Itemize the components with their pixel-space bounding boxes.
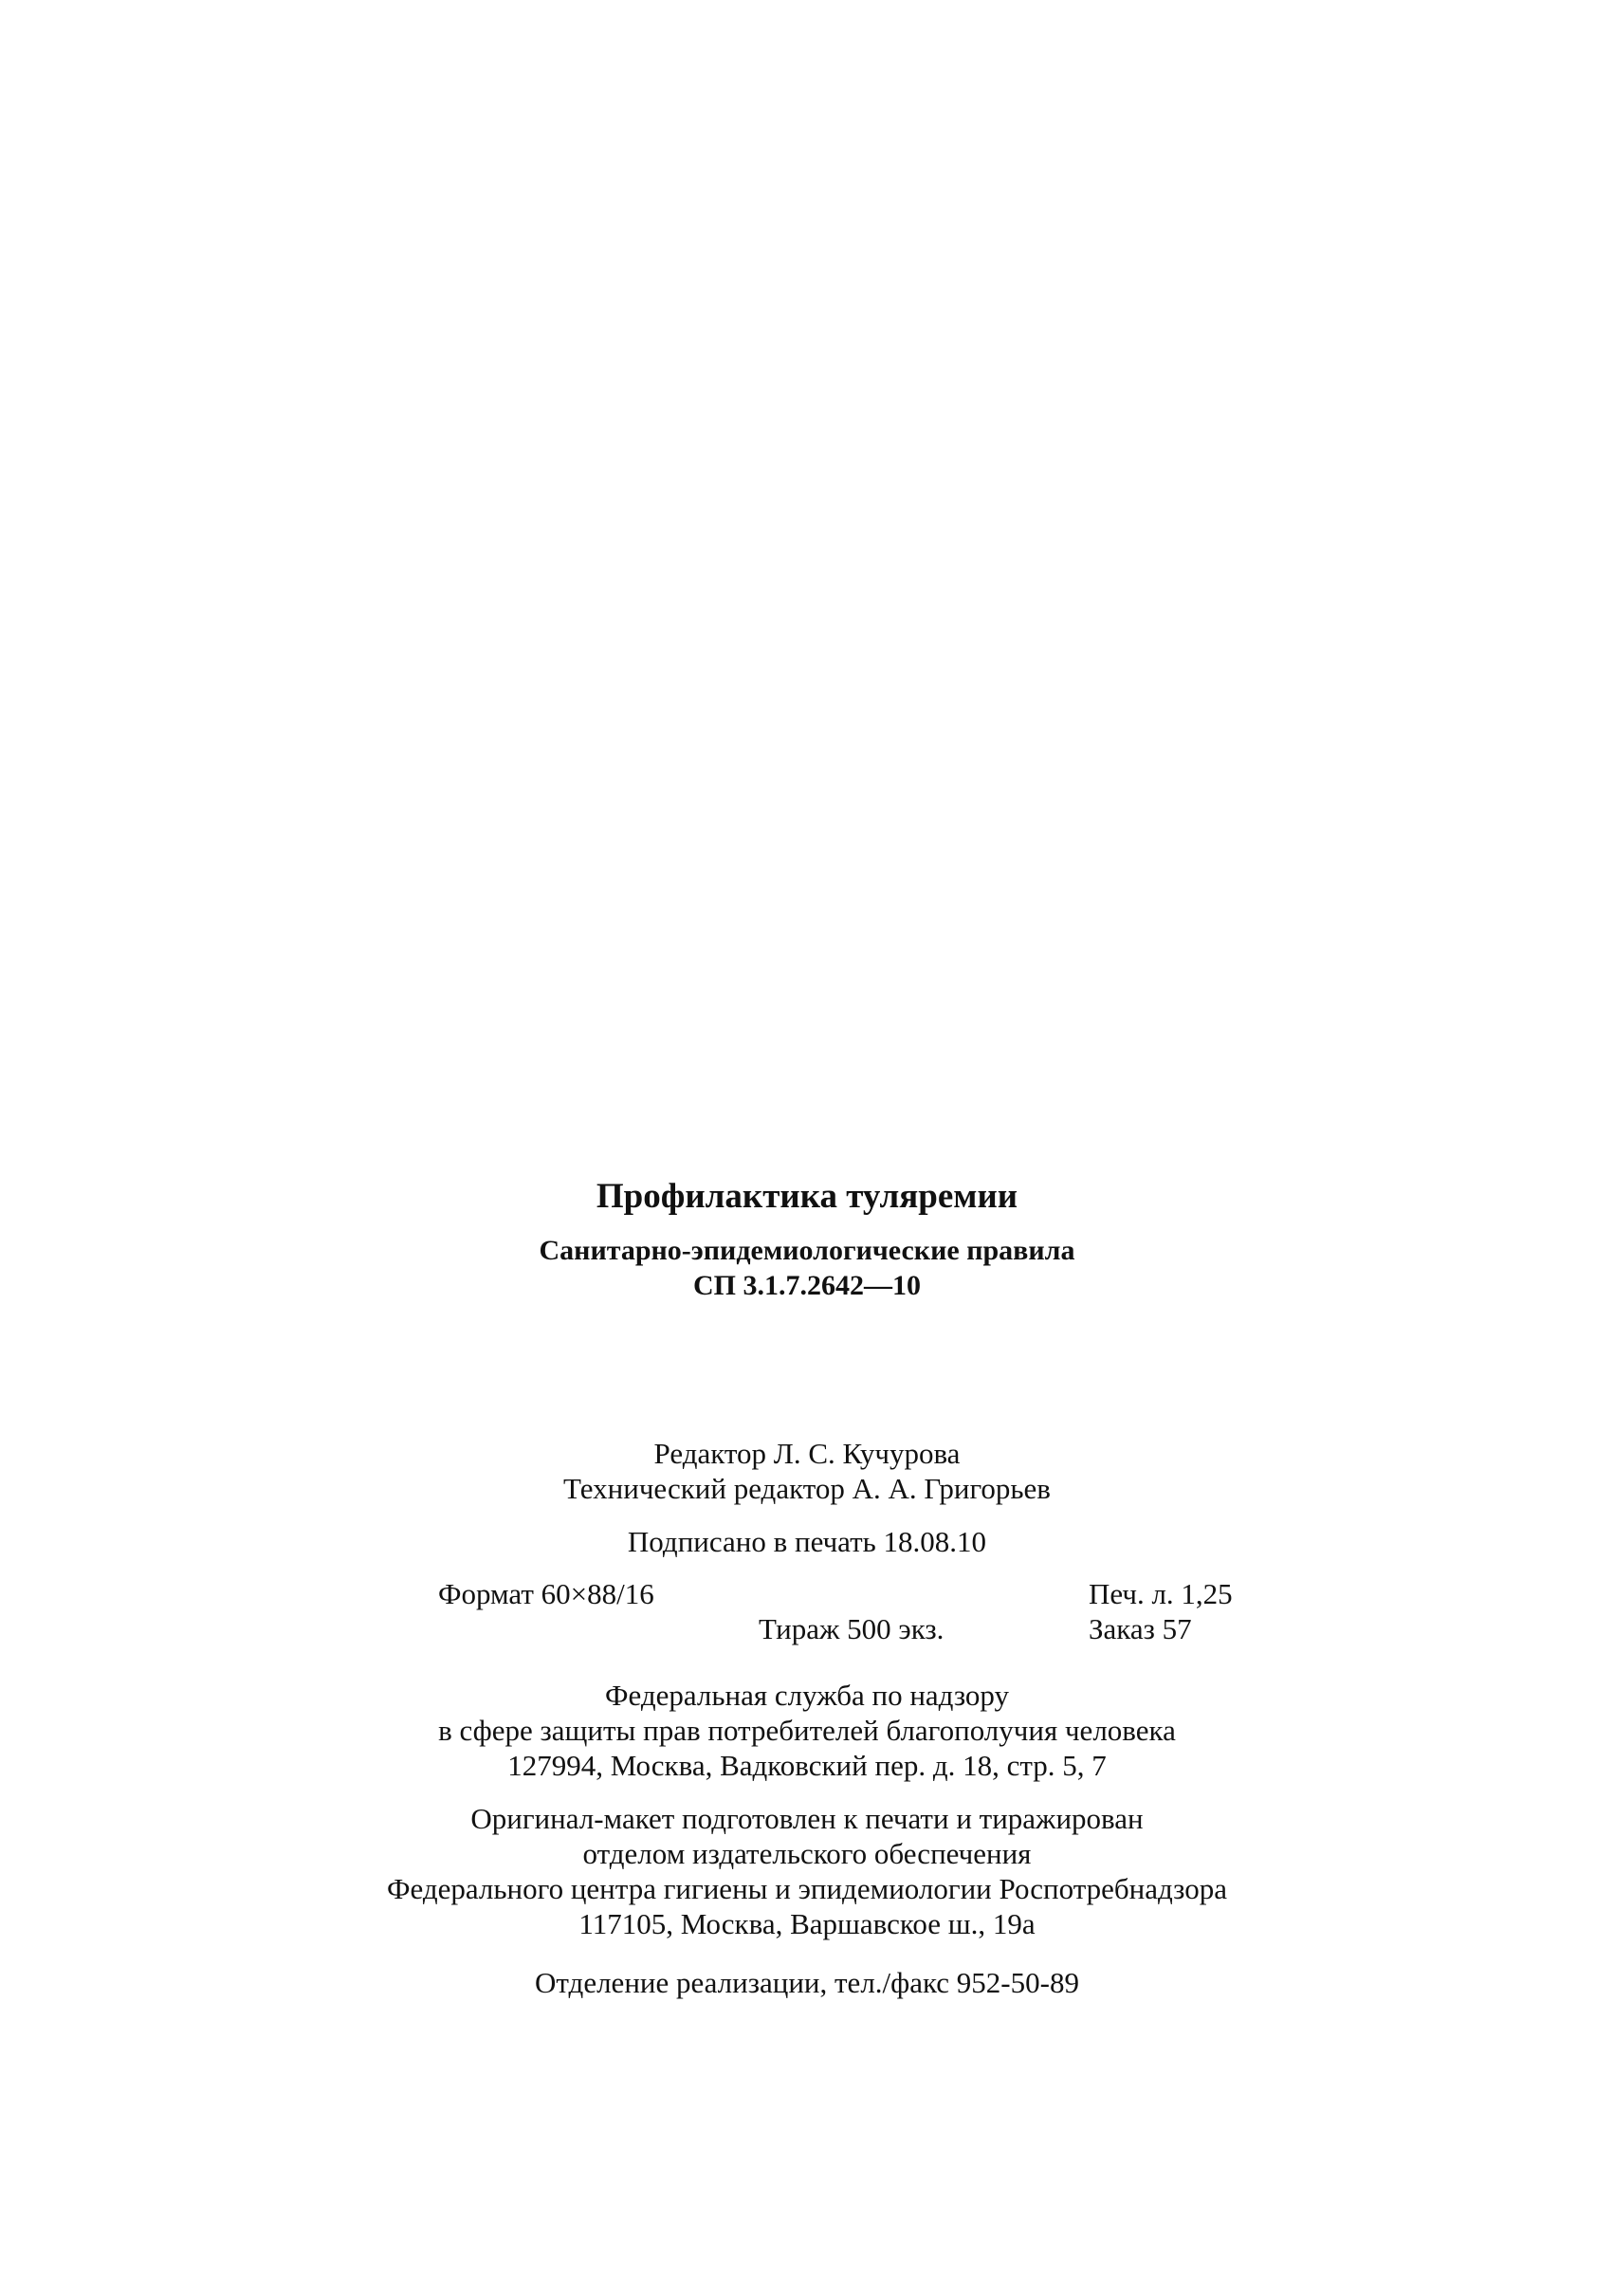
printer-line: Федерального центра гигиены и эпидемиологии Роспотребнадзора <box>387 1872 1227 1905</box>
document-title: Профилактика туляремии <box>596 1177 1018 1216</box>
sales-line: Отделение реализации, тел./факс 952-50-89 <box>535 1966 1079 1999</box>
order-line: Заказ 57 <box>1089 1612 1192 1645</box>
tech-editor-line: Технический редактор А. А. Григорьев <box>563 1472 1051 1505</box>
printer-line: Оригинал-макет подготовлен к печати и тиражирован <box>470 1802 1144 1835</box>
signed-line: Подписано в печать 18.08.10 <box>627 1525 987 1558</box>
document-subtitle: Санитарно-эпидемиологические правила <box>539 1235 1075 1266</box>
printer-address: 117105, Москва, Варшавское ш., 19а <box>578 1907 1036 1940</box>
editor-line: Редактор Л. С. Кучурова <box>653 1437 961 1470</box>
print-run-line: Тираж 500 экз. <box>759 1612 945 1645</box>
document-code: СП 3.1.7.2642—10 <box>693 1270 921 1301</box>
format-line: Формат 60×88/16 <box>438 1577 654 1610</box>
publisher-line: в сфере защиты прав потребителей благополучия человека <box>438 1714 1176 1747</box>
publisher-line: Федеральная служба по надзору <box>605 1679 1009 1712</box>
sheets-line: Печ. л. 1,25 <box>1089 1577 1233 1610</box>
publisher-address: 127994, Москва, Вадковский пер. д. 18, стр. 5, 7 <box>507 1749 1107 1782</box>
printer-line: отделом издательского обеспечения <box>582 1837 1032 1870</box>
